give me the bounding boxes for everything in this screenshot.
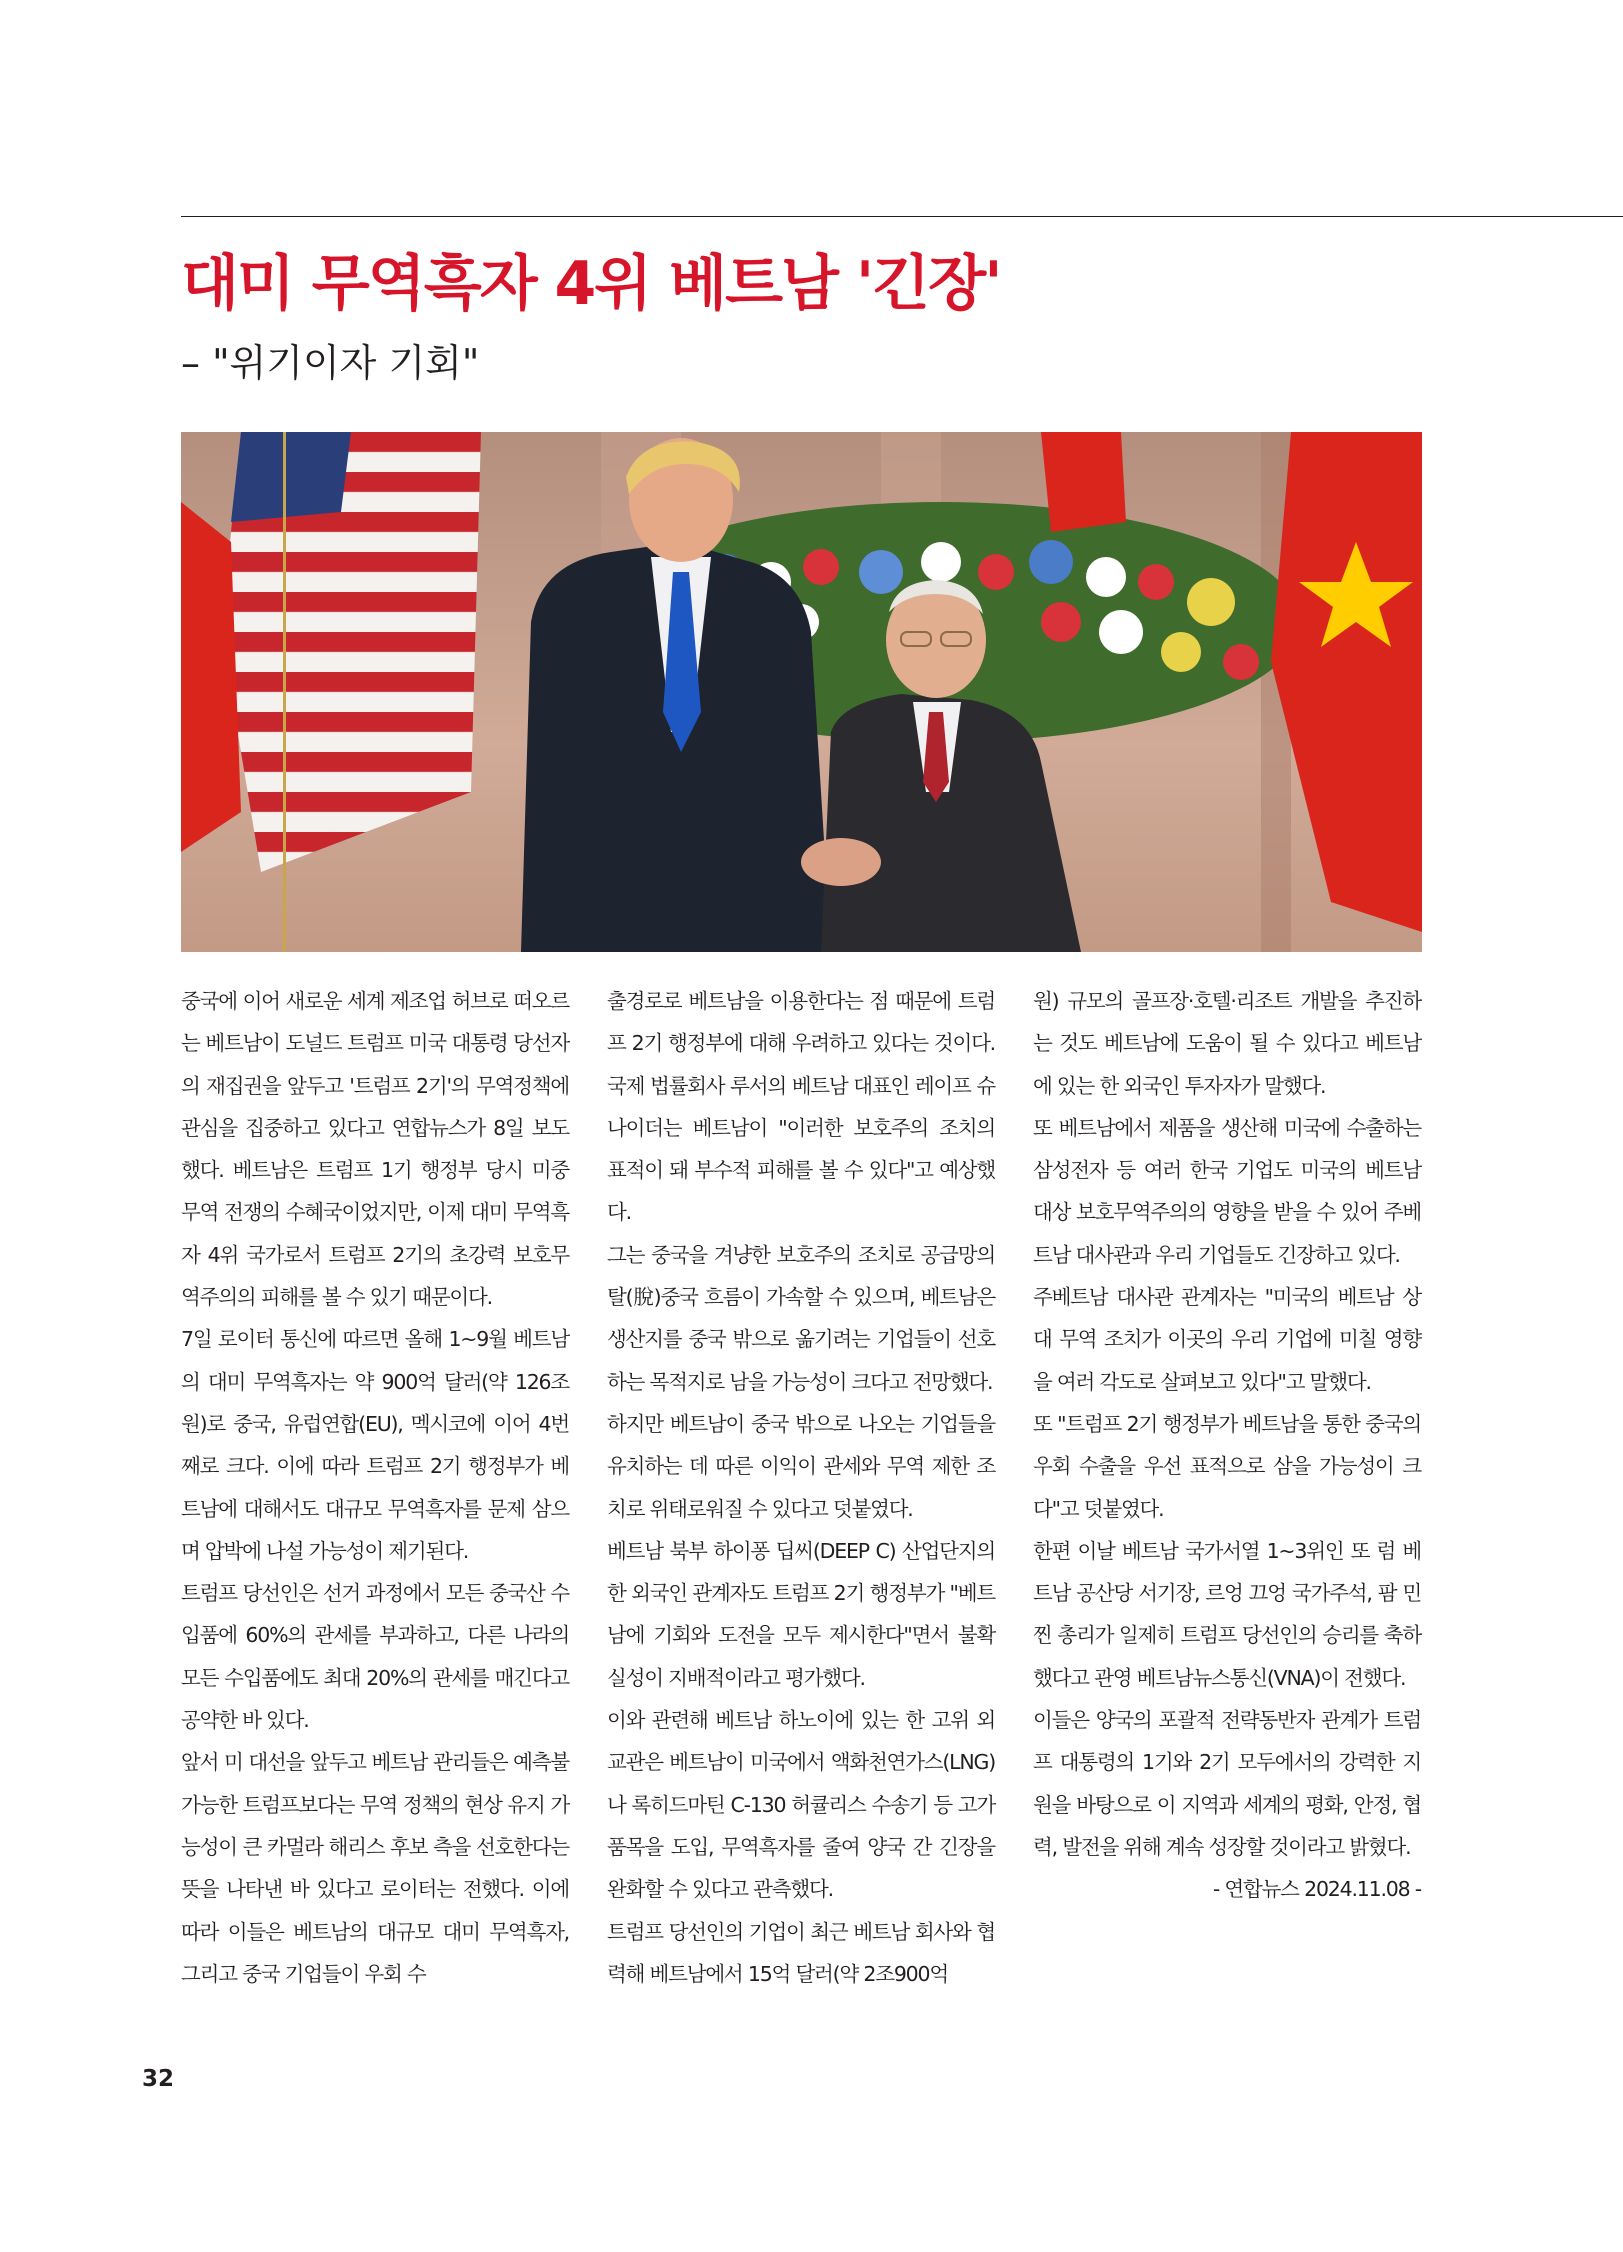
paragraph: 중국에 이어 새로운 세계 제조업 허브로 떠오르는 베트남이 도널드 트럼프 미국 대통령 당선자의 재집권을 앞두고 '트럼프 2기'의 무역정책에 관심을 집중하고 있다고 연합뉴스가 8일 보도했다. 베트남은 트럼프 1기 행정부 당시 미중 무역 전쟁의 수혜국이었지만, 이제 대미 무역흑자 4위 국가로서 트럼프 2기의 초강력 보호무역주의의 피해를 볼 수 있기 때문이다. (181, 989, 569, 1310)
paragraph: 그는 중국을 겨냥한 보호주의 조치로 공급망의 탈(脫)중국 흐름이 가속할 수 있으며, 베트남은 생산지를 중국 밖으로 옮기려는 기업들이 선호하는 목적지로 남을 가능성이 크다고 전망했다. (607, 1242, 995, 1394)
article-body (181, 980, 1422, 2070)
paragraph: 하지만 베트남이 중국 밖으로 나오는 기업들을 유치하는 데 따른 이익이 관세와 무역 제한 조치로 위태로워질 수 있다고 덧붙였다. (607, 1411, 995, 1521)
paragraph: 트럼프 당선인의 기업이 최근 베트남 회사와 협력해 베트남에서 15억 달러(약 2조900억 (607, 1919, 995, 1986)
article-subtitle: – "위기이자 기회" (181, 341, 480, 385)
header-rule (181, 216, 1623, 217)
paragraph: 이와 관련해 베트남 하노이에 있는 한 고위 외교관은 베트남이 미국에서 액화천연가스(LNG)나 록히드마틴 C-130 허큘리스 수송기 등 고가 품목을 도입, 무역흑자를 줄여 양국 간 긴장을 완화할 수 있다고 관측했다. (607, 1708, 995, 1902)
paragraph: 7일 로이터 통신에 따르면 올해 1~9월 베트남의 대미 무역흑자는 약 900억 달러(약 126조원)로 중국, 유럽연합(EU), 멕시코에 이어 4번째로 크다. 이에 따라 트럼프 2기 행정부가 베트남에 대해서도 대규모 무역흑자를 문제 삼으며 압박에 나설 가능성이 제기된다. (181, 1327, 569, 1563)
paragraph: 원) 규모의 골프장·호텔·리조트 개발을 추진하는 것도 베트남에 도움이 될 수 있다고 베트남에 있는 한 외국인 투자자가 말했다. (1033, 989, 1421, 1098)
handshake (801, 838, 881, 886)
paragraph: 주베트남 대사관 관계자는 "미국의 베트남 상대 무역 조치가 이곳의 우리 기업에 미칠 영향을 여러 각도로 살펴보고 있다"고 말했다. (1033, 1285, 1421, 1394)
paragraph: 또 "트럼프 2기 행정부가 베트남을 통한 중국의 우회 수출을 우선 표적으로 삼을 가능성이 크다"고 덧붙였다. (1033, 1411, 1421, 1521)
paragraph: 앞서 미 대선을 앞두고 베트남 관리들은 예측불가능한 트럼프보다는 무역 정책의 현상 유지 가능성이 큰 카멀라 해리스 후보 측을 선호한다는 뜻을 나타낸 바 있다고 로이터는 전했다. 이에 따라 이들은 베트남의 대규모 대미 무역흑자, 그리고 중국 기업들이 우회 수 (181, 1750, 569, 1986)
paragraph: 또 베트남에서 제품을 생산해 미국에 수출하는 삼성전자 등 여러 한국 기업도 미국의 베트남 대상 보호무역주의의 영향을 받을 수 있어 주베트남 대사관과 우리 기업들도 긴장하고 있다. (1033, 1115, 1421, 1267)
column-3 (1033, 980, 1421, 1911)
article-photo (181, 432, 1422, 952)
paragraph: 트럼프 당선인은 선거 과정에서 모든 중국산 수입품에 60%의 관세를 부과하고, 다른 나라의 모든 수입품에도 최대 20%의 관세를 매긴다고 공약한 바 있다. (181, 1581, 569, 1733)
article-source: - 연합뉴스 2024.11.08 - (1212, 1877, 1421, 1902)
page-number: 32 (142, 2066, 175, 2092)
article-title: 대미 무역흑자 4위 베트남 '긴장' (181, 249, 1001, 319)
column-1 (181, 980, 569, 1995)
column-2 (607, 980, 995, 1995)
paragraph: 출경로로 베트남을 이용한다는 점 때문에 트럼프 2기 행정부에 대해 우려하고 있다는 것이다. 국제 법률회사 루서의 베트남 대표인 레이프 슈나이더는 베트남이 "이러한 보호주의 조치의 표적이 돼 부수적 피해를 볼 수 있다"고 예상했다. (607, 989, 995, 1225)
paragraph: 한편 이날 베트남 국가서열 1~3위인 또 럼 베트남 공산당 서기장, 르엉 끄엉 국가주석, 팜 민 찐 총리가 일제히 트럼프 당선인의 승리를 축하했다고 관영 베트남뉴스통신(VNA)이 전했다. (1033, 1538, 1421, 1690)
paragraph: 이들은 양국의 포괄적 전략동반자 관계가 트럼프 대통령의 1기와 2기 모두에서의 강력한 지원을 바탕으로 이 지역과 세계의 평화, 안정, 협력, 발전을 위해 계속 성장할 것이라고 밝혔다. (1033, 1708, 1421, 1859)
paragraph: 베트남 북부 하이퐁 딥씨(DEEP C) 산업단지의 한 외국인 관계자도 트럼프 2기 행정부가 "베트남에 기회와 도전을 모두 제시한다"면서 불확실성이 지배적이라고 평가했다. (607, 1538, 995, 1690)
